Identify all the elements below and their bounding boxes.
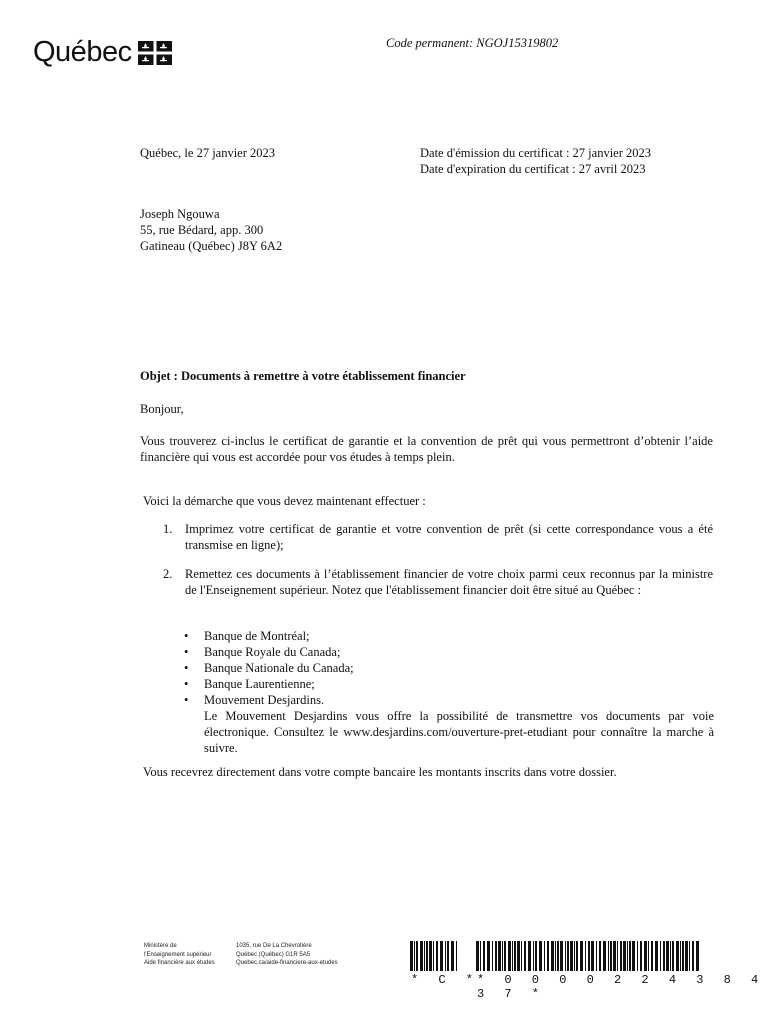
bullet-icon: •: [184, 693, 189, 707]
barcode-large: [476, 941, 700, 974]
barcode-bar: [585, 941, 586, 971]
barcode-large-text: * 0 0 0 0 2 2 4 3 8 4 3 7 *: [477, 973, 765, 1001]
barcode-bar: [528, 941, 531, 971]
barcode-bar: [588, 941, 590, 971]
barcode-bar: [535, 941, 537, 971]
bullet-icon: •: [184, 629, 189, 643]
logo-wordmark: Québec: [33, 36, 132, 68]
certificate-dates: [420, 145, 651, 177]
quebec-logo: [33, 38, 172, 67]
code-permanent: Code permanent: NGOJ15319802: [386, 36, 559, 50]
barcode-bar: [517, 941, 520, 971]
barcode-bar: [557, 941, 559, 971]
certificate-emission-date: Date d'émission du certificat : 27 janvier 2023: [420, 146, 652, 160]
barcode-bar: [620, 941, 622, 971]
barcode-bar: [445, 941, 446, 971]
barcode-bar: [440, 941, 443, 971]
barcode-small-bars: [410, 941, 460, 974]
barcode-bar: [539, 941, 542, 971]
barcode-large-bars: [476, 941, 700, 974]
barcode-bar: [456, 941, 457, 971]
recipient-name: Joseph Ngouwa: [140, 207, 220, 221]
barcode-bar: [623, 941, 626, 971]
footer-address: 1035, rue De La Chevrotière Québec (Québec) G1R 5A5 Quebec.ca/aide-financiere-aux-etudes: [236, 943, 338, 966]
barcode-bar: [617, 941, 618, 971]
step-item: [163, 566, 713, 598]
barcode-small-text: * C *: [411, 973, 480, 987]
barcode-bar: [555, 941, 556, 971]
barcode-bar: [476, 941, 479, 971]
barcode-bar: [524, 941, 526, 971]
barcode-bar: [436, 941, 438, 971]
barcode-bar: [670, 941, 671, 971]
list-item: • Banque Nationale du Canada;: [184, 661, 354, 675]
barcode-bar: [610, 941, 612, 971]
intro-paragraph: Vous trouverez ci-inclus le certificat de garantie et la convention de prêt qui vous permettront d’obtenir l’aide financière qui vous est accordée pour vos études à temps plein.: [140, 434, 713, 464]
barcode-bar: [576, 941, 578, 971]
list-item: • Banque de Montréal;: [184, 629, 310, 643]
barcode-bar: [644, 941, 647, 971]
barcode-bar: [451, 941, 454, 971]
list-item: • Banque Laurentienne;: [184, 677, 315, 691]
barcode-bar: [680, 941, 681, 971]
barcode-bar: [629, 941, 631, 971]
barcode-bar: [637, 941, 638, 971]
list-item: • Mouvement Desjardins.: [184, 693, 325, 707]
barcode-bar: [685, 941, 688, 971]
barcode-bar: [692, 941, 694, 971]
recipient-street: 55, rue Bédard, app. 300: [140, 223, 264, 237]
barcode-bar: [565, 941, 566, 971]
barcode-bar: [560, 941, 563, 971]
barcode-bar: [580, 941, 583, 971]
step-number: 2.: [163, 567, 173, 581]
barcode-bar: [512, 941, 513, 971]
greeting: Bonjour,: [140, 402, 184, 416]
barcode-bar: [410, 941, 413, 971]
barcode-bar: [504, 941, 506, 971]
barcode-bar: [514, 941, 516, 971]
barcode-bar: [663, 941, 665, 971]
barcode-bar: [632, 941, 635, 971]
barcode-bar: [676, 941, 679, 971]
certificate-expiration-date: Date d'expiration du certificat : 27 avril 2023: [420, 162, 646, 176]
barcode-bar: [508, 941, 511, 971]
barcode-bar: [487, 941, 490, 971]
barcode-bar: [640, 941, 642, 971]
recipient-address: [140, 206, 282, 254]
barcode-bar: [433, 941, 434, 971]
barcode-bar: [483, 941, 485, 971]
barcode-bar: [574, 941, 575, 971]
barcode-bar: [426, 941, 428, 971]
barcode-bar: [492, 941, 493, 971]
list-item: • Banque Royale du Canada;: [184, 645, 341, 659]
bank-list: [184, 628, 714, 756]
barcode-bar: [651, 941, 653, 971]
barcode-bar: [591, 941, 594, 971]
letter-subject: Objet : Documents à remettre à votre établissement financier: [140, 369, 466, 383]
step-item: [163, 521, 713, 553]
barcode-bar: [648, 941, 649, 971]
barcode-bar: [603, 941, 606, 971]
bullet-icon: •: [184, 645, 189, 659]
barcode-bar: [447, 941, 449, 971]
step-text: Imprimez votre certificat de garantie et votre convention de prêt (si cette correspondance vous a été transmise en ligne);: [185, 522, 713, 552]
barcode-bar: [551, 941, 554, 971]
steps-intro: Voici la démarche que vous devez maintenant effectuer :: [143, 494, 426, 508]
barcode-bar: [429, 941, 432, 971]
barcode-bar: [655, 941, 658, 971]
barcode-bar: [599, 941, 601, 971]
barcode-bar: [682, 941, 684, 971]
barcode-bar: [672, 941, 674, 971]
barcode-bar: [627, 941, 628, 971]
barcode-bar: [613, 941, 616, 971]
barcode-bar: [416, 941, 418, 971]
barcode-bar: [570, 941, 573, 971]
barcode-bar: [608, 941, 609, 971]
barcode-bar: [424, 941, 425, 971]
step-number: 1.: [163, 522, 173, 536]
barcode-bar: [666, 941, 669, 971]
barcode-bar: [689, 941, 690, 971]
bullet-icon: •: [184, 677, 189, 691]
barcode-bar: [498, 941, 501, 971]
barcode-bar: [533, 941, 534, 971]
barcode-bar: [414, 941, 415, 971]
barcode-bar: [544, 941, 545, 971]
barcode-bar: [495, 941, 497, 971]
desjardins-note: Le Mouvement Desjardins vous offre la possibilité de transmettre vos documents par voie électronique. Consultez le www.desjardins.com/ouverture-pret-etudiant pour connaître la marche à suivre.: [204, 709, 714, 755]
barcode-bar: [547, 941, 549, 971]
closing-paragraph: Vous recevrez directement dans votre compte bancaire les montants inscrits dans votre dossier.: [143, 765, 617, 779]
barcode-small: [410, 941, 460, 974]
letter-date: Québec, le 27 janvier 2023: [140, 146, 276, 160]
recipient-city: Gatineau (Québec) J8Y 6A2: [140, 239, 283, 253]
barcode-bar: [420, 941, 423, 971]
bullet-icon: •: [184, 661, 189, 675]
step-text: Remettez ces documents à l’établissement financier de votre choix parmi ceux reconnus par la ministre de l'Enseignement supérieur. Notez que l'établissement financier doit être situé au Québec :: [185, 567, 713, 597]
barcode-bar: [567, 941, 569, 971]
fleur-de-lis-flag-icon: [138, 41, 172, 65]
barcode-bar: [596, 941, 597, 971]
barcode-bar: [696, 941, 699, 971]
barcode-bar: [502, 941, 503, 971]
footer-ministry: Ministère de l'Enseignement supérieur Aide financière aux études: [144, 943, 215, 966]
barcode-bar: [480, 941, 481, 971]
barcode-bar: [660, 941, 661, 971]
barcode-bar: [521, 941, 522, 971]
